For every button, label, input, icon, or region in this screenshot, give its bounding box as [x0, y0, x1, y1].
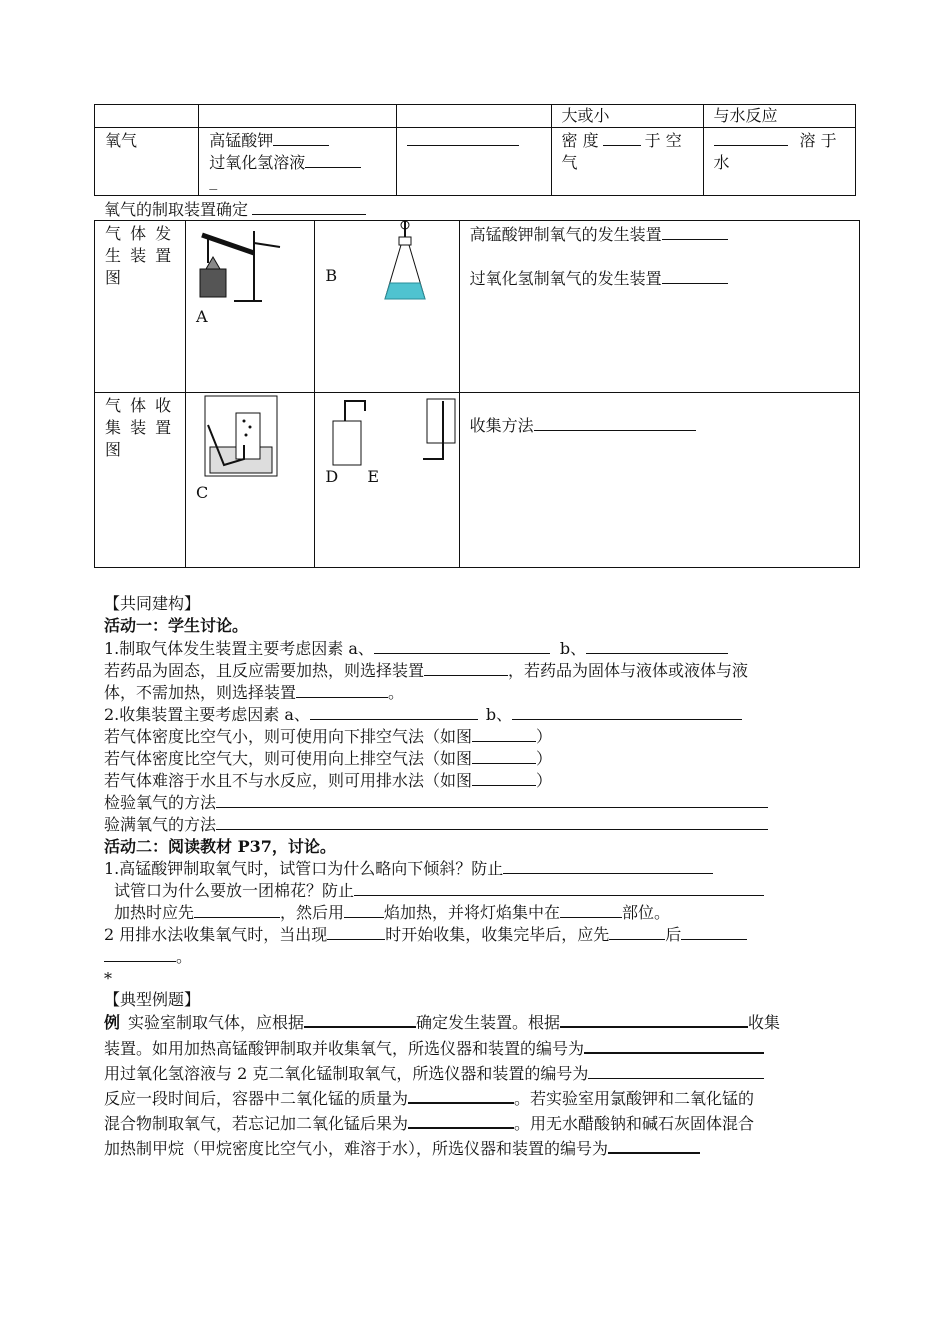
apparatus-b-cell — [315, 221, 459, 393]
a4-blank-c[interactable] — [681, 925, 747, 940]
header-size: 大或小 — [561, 106, 610, 125]
q1-text-d: ，若药品为固体与液体或液体与液 — [508, 661, 749, 680]
ex4-blank[interactable] — [408, 1087, 514, 1104]
stopper — [399, 237, 411, 245]
ex-bold-label: 例 — [104, 1013, 121, 1032]
bottle-e — [427, 399, 455, 443]
a3-blank-c[interactable] — [560, 903, 622, 918]
water-text-b: 水 — [713, 153, 730, 172]
example-title: 【典型例题】 — [104, 990, 201, 1009]
q2-blank-d[interactable] — [472, 749, 536, 764]
kmno4-device-blank[interactable] — [662, 225, 728, 240]
bubble — [243, 420, 246, 423]
apparatus-de-figure — [329, 397, 457, 467]
q1-blank-d[interactable] — [296, 683, 388, 698]
a4-blank-d[interactable] — [104, 947, 176, 962]
q2-close-d: ） — [536, 749, 553, 768]
generation-answers — [460, 221, 859, 292]
ex1-blank-a[interactable] — [304, 1011, 416, 1028]
reagent-kmno4: 高锰酸钾 — [209, 131, 274, 150]
ex2-blank[interactable] — [584, 1037, 764, 1054]
ex-line-5 — [104, 1112, 754, 1136]
reagent-cell — [199, 128, 396, 190]
collect-method-label: 收集方法 — [469, 416, 534, 435]
ex1-text-c: 收集 — [748, 1013, 781, 1032]
header-cell — [199, 105, 397, 128]
a4-text-b: 时开始收集，收集完毕后，应先 — [385, 925, 610, 944]
bubble — [245, 434, 248, 437]
q2-text-e: 若气体难溶于水且不与水反应，则可用排水法（如图 — [104, 771, 473, 790]
water-blank[interactable] — [714, 131, 788, 146]
ex1-text-a: 实验室制取气体，应根据 — [128, 1013, 305, 1032]
header-cell — [396, 105, 551, 128]
label-a: A — [196, 307, 208, 326]
a4-text-c: 后 — [665, 925, 682, 944]
a4-blank-b[interactable] — [609, 925, 665, 940]
ex-line-1 — [104, 1011, 780, 1035]
star-mark: * — [104, 969, 112, 988]
label-e: E — [367, 467, 380, 486]
q2-blank-c[interactable] — [472, 727, 536, 742]
section-build: 【共同建构】 — [104, 594, 201, 613]
alcohol-lamp — [200, 269, 226, 297]
q2-blank-e[interactable] — [472, 771, 536, 786]
reagent-h2o2-blank[interactable] — [305, 153, 361, 168]
a1-line — [104, 858, 713, 880]
a1-text: 1.高锰酸钾制取氧气时，试管口为什么略向下倾斜？防止 — [104, 859, 504, 878]
ex1-blank-b[interactable] — [560, 1011, 748, 1028]
reagent-h2o2: 过氧化氢溶液 — [209, 153, 306, 172]
h2o2-device-label: 过氧化氢制氧气的发生装置 — [469, 269, 662, 288]
apparatus-b-figure — [379, 219, 439, 309]
q1-text-e: 体，不需加热，则选择装置 — [104, 683, 297, 702]
full-check-label: 验满氧气的方法 — [104, 815, 217, 834]
test-tube — [202, 235, 254, 253]
check-line — [104, 792, 768, 814]
q2-close-e: ） — [536, 771, 553, 790]
q2-line — [104, 704, 742, 726]
gas-jar — [236, 413, 260, 459]
apparatus-a-figure — [194, 223, 304, 309]
device-title-line — [104, 199, 366, 221]
ex4-text-a: 反应一段时间后，容器中二氧化锰的质量为 — [104, 1089, 409, 1108]
a3-text-c: 焰加热，并将灯焰集中在 — [384, 903, 561, 922]
apparatus-a-cell — [186, 221, 315, 393]
header-cell — [95, 105, 199, 128]
a4-line — [104, 924, 747, 946]
q2-text-d: 若气体密度比空气大，则可使用向上排空气法（如图 — [104, 749, 473, 768]
a3-text-a: 加热时应先 — [114, 903, 195, 922]
ex-line-6 — [104, 1137, 700, 1161]
a4-blank-a[interactable] — [327, 925, 385, 940]
ex-line-2 — [104, 1037, 764, 1061]
bottle-d — [333, 421, 361, 465]
ex5-text-a: 混合物制取氧气，若忘记加二氧化锰后果为 — [104, 1114, 409, 1133]
q1-blank-a[interactable] — [374, 639, 550, 654]
device-title: 氧气的制取装置确定 — [104, 200, 249, 219]
reagent-tail: _ — [209, 171, 218, 190]
gas-name: 氧气 — [105, 131, 138, 150]
gas-property-table — [94, 104, 856, 196]
flask-liquid — [385, 283, 425, 299]
label-d: D — [325, 467, 339, 486]
activity-one-title: 活动一：学生讨论。 — [104, 616, 249, 635]
q1-noheat-line — [104, 682, 404, 704]
label-c: C — [196, 483, 209, 502]
ex4-text-b: 。若实验室用氯酸钾和二氧化锰的 — [514, 1089, 755, 1108]
device-title-blank[interactable] — [252, 200, 366, 215]
density-blank[interactable] — [603, 131, 641, 146]
ex6-text: 加热制甲烷（甲烷密度比空气小，难溶于水），所选仪器和装置的编号为 — [104, 1139, 609, 1158]
equation-blank[interactable] — [407, 131, 519, 146]
q2-close-c: ） — [536, 727, 553, 746]
ex5-text-b: 。用无水醋酸钠和碱石灰固体混合 — [514, 1114, 755, 1133]
q2-up-line — [104, 748, 552, 770]
check-method-label: 检验氧气的方法 — [104, 793, 217, 812]
ex-line-4 — [104, 1087, 754, 1111]
water-text-a: 溶 于 — [799, 131, 837, 150]
header-water: 与水反应 — [713, 106, 778, 125]
q2-text-a: 2.收集装置主要考虑因素 a、 — [104, 705, 310, 724]
apparatus-de-cell — [315, 393, 459, 568]
bubble — [249, 426, 252, 429]
a4-end-line — [104, 946, 192, 968]
full-check-blank[interactable] — [216, 815, 768, 830]
q2-text-c: 若气体密度比空气小，则可使用向下排空气法（如图 — [104, 727, 473, 746]
activity-two-title: 活动二：阅读教材 P37，讨论。 — [104, 837, 336, 856]
q2-blank-a[interactable] — [310, 705, 478, 720]
q2-text-b: b、 — [485, 705, 513, 724]
h2o2-device-blank[interactable] — [662, 269, 728, 284]
header-cell — [703, 105, 856, 128]
apparatus-c-figure — [204, 395, 280, 477]
ex-line-3 — [104, 1062, 764, 1086]
collect-method-blank[interactable] — [534, 416, 696, 431]
full-check-line — [104, 814, 768, 836]
ex1-text-b: 确定发生装置。根据 — [416, 1013, 561, 1032]
a3-blank-b[interactable] — [344, 903, 384, 918]
q2-down-line — [104, 726, 552, 748]
reagent-kmno4-blank[interactable] — [273, 131, 329, 146]
tube-d — [345, 401, 365, 421]
a3-line — [114, 902, 670, 924]
generation-label: 气 体 发 生 装 置 图 — [105, 224, 174, 287]
a4-text-a: 2 用排水法收集氧气时，当出现 — [104, 925, 328, 944]
a2-blank[interactable] — [354, 881, 764, 896]
a4-text-d: 。 — [176, 947, 193, 966]
a2-line — [114, 880, 764, 902]
clamp — [254, 243, 280, 247]
ex6-blank[interactable] — [608, 1137, 700, 1154]
q1-text-a: 1.制取气体发生装置主要考虑因素 a、 — [104, 639, 374, 658]
label-b: B — [325, 266, 338, 285]
apparatus-table — [94, 220, 860, 568]
ex2-text: 装置。如用加热高锰酸钾制取并收集氧气，所选仪器和装置的编号为 — [104, 1039, 585, 1058]
q1-line — [104, 638, 728, 660]
water-cell — [704, 128, 856, 176]
check-method-blank[interactable] — [216, 793, 768, 808]
a3-text-d: 部位。 — [622, 903, 671, 922]
q1-blank-b[interactable] — [586, 639, 728, 654]
ex3-blank[interactable] — [588, 1064, 764, 1079]
q1-heating-line — [104, 660, 748, 682]
density-text-b: 于 空 — [644, 131, 682, 150]
q1-text-c: 若药品为固态，且反应需要加热，则选择装置 — [104, 661, 425, 680]
ex3-text: 用过氧化氢溶液与 2 克二氧化锰制取氧气，所选仪器和装置的编号为 — [104, 1064, 589, 1083]
header-cell — [551, 105, 703, 128]
density-cell — [552, 128, 703, 176]
a3-blank-a[interactable] — [194, 903, 280, 918]
a2-text: 试管口为什么要放一团棉花？防止 — [114, 881, 355, 900]
collection-answers — [460, 393, 859, 439]
q1-text-b: b、 — [559, 639, 587, 658]
q2-water-line — [104, 770, 552, 792]
q1-text-f: 。 — [388, 683, 405, 702]
apparatus-c-cell — [186, 393, 315, 568]
a1-blank[interactable] — [503, 859, 713, 874]
ex5-blank[interactable] — [408, 1112, 514, 1129]
density-text-a: 密 度 — [561, 131, 599, 150]
q1-blank-c[interactable] — [424, 661, 508, 676]
kmno4-device-label: 高锰酸钾制氧气的发生装置 — [469, 225, 662, 244]
density-text-c: 气 — [561, 153, 578, 172]
collection-label: 气 体 收 集 装 置 图 — [105, 396, 174, 459]
q2-blank-b[interactable] — [512, 705, 742, 720]
a3-text-b: ，然后用 — [280, 903, 345, 922]
